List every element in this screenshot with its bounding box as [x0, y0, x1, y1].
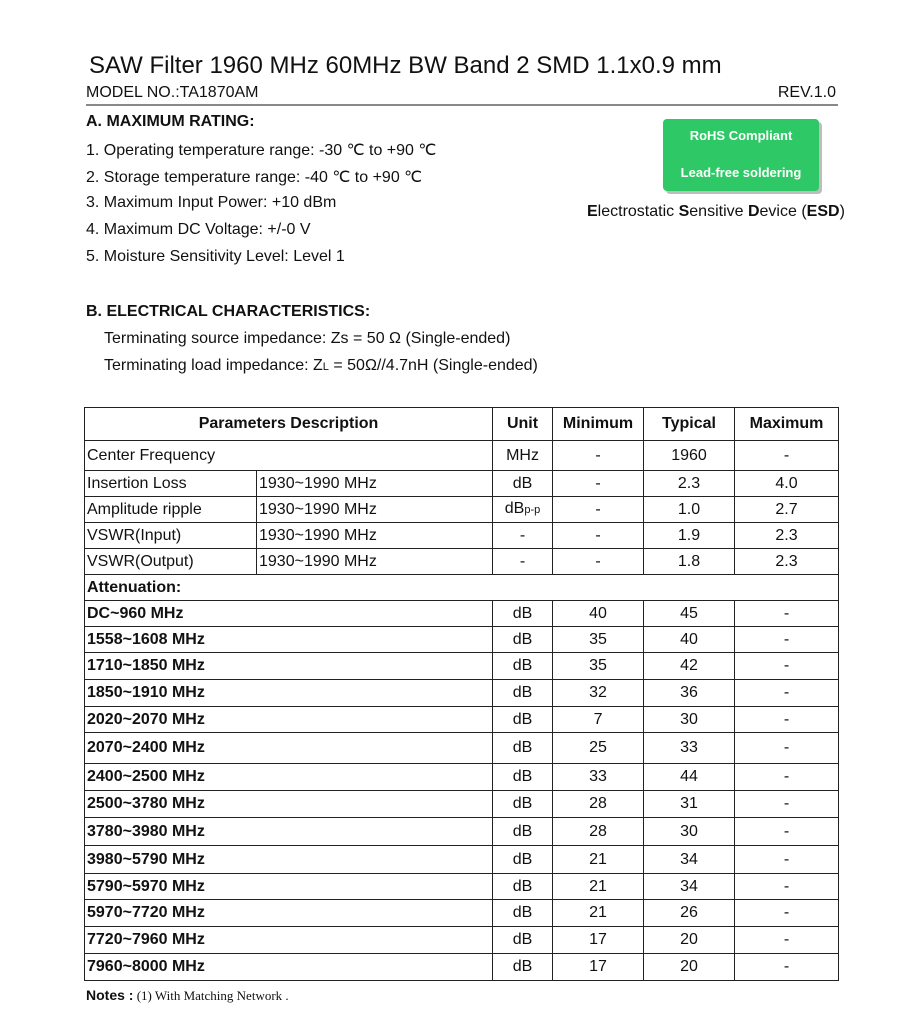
unit-cell: dB	[493, 954, 553, 981]
table-row	[85, 523, 839, 549]
col-header: Maximum	[735, 408, 839, 441]
badge-line-1: RoHS Compliant	[689, 128, 793, 143]
col-header: Typical	[644, 408, 735, 441]
unit-cell: dB	[493, 680, 553, 707]
min-cell: -	[553, 471, 644, 497]
esd-label: Electrostatic Sensitive Device (ESD)	[587, 203, 845, 220]
unit-cell: dB	[493, 601, 553, 627]
table-row	[85, 874, 839, 900]
range-cell: 1930~1990 MHz	[257, 471, 493, 497]
table-header-row	[85, 408, 839, 441]
min-cell: 35	[553, 627, 644, 653]
max-cell: 2.3	[735, 523, 839, 549]
range-cell: 1930~1990 MHz	[257, 523, 493, 549]
typ-cell: 36	[644, 680, 735, 707]
range-cell: 5970~7720 MHz	[85, 900, 493, 927]
col-header: Parameters Description	[85, 408, 493, 441]
table-row	[85, 549, 839, 575]
table-row	[85, 601, 839, 627]
min-cell: 40	[553, 601, 644, 627]
typ-cell: 20	[644, 954, 735, 981]
table-row	[85, 954, 839, 981]
min-cell: 33	[553, 764, 644, 791]
model-number: MODEL NO.:TA1870AM	[86, 84, 259, 101]
min-cell: 35	[553, 653, 644, 680]
range-cell: 2400~2500 MHz	[85, 764, 493, 791]
unit-cell: dB	[493, 733, 553, 764]
range-cell: 1850~1910 MHz	[85, 680, 493, 707]
min-cell: 28	[553, 791, 644, 818]
header-divider	[86, 104, 838, 106]
max-cell: -	[735, 927, 839, 954]
range-cell: 7720~7960 MHz	[85, 927, 493, 954]
table-row	[85, 441, 839, 471]
unit-cell: -	[493, 549, 553, 575]
min-cell: 21	[553, 874, 644, 900]
typ-cell: 44	[644, 764, 735, 791]
document-title: SAW Filter 1960 MHz 60MHz BW Band 2 SMD 1.1x0.9 mm	[89, 52, 722, 79]
max-cell: -	[735, 653, 839, 680]
typ-cell: 1.8	[644, 549, 735, 575]
min-cell: -	[553, 497, 644, 523]
typ-cell: 1.0	[644, 497, 735, 523]
unit-cell: dB	[493, 707, 553, 733]
range-cell: 2500~3780 MHz	[85, 791, 493, 818]
range-cell: 2020~2070 MHz	[85, 707, 493, 733]
range-cell: DC~960 MHz	[85, 601, 493, 627]
param-cell: Center Frequency	[85, 441, 493, 471]
section-a-heading: A. MAXIMUM RATING:	[86, 113, 255, 130]
min-cell: -	[553, 523, 644, 549]
max-cell: -	[735, 680, 839, 707]
min-cell: 17	[553, 927, 644, 954]
typ-cell: 45	[644, 601, 735, 627]
max-cell: 4.0	[735, 471, 839, 497]
min-cell: 21	[553, 900, 644, 927]
range-cell: 5790~5970 MHz	[85, 874, 493, 900]
range-cell: 1710~1850 MHz	[85, 653, 493, 680]
min-cell: 21	[553, 846, 644, 874]
typ-cell: 30	[644, 707, 735, 733]
max-cell: -	[735, 791, 839, 818]
typ-cell: 42	[644, 653, 735, 680]
min-cell: 17	[553, 954, 644, 981]
range-cell: 2070~2400 MHz	[85, 733, 493, 764]
spec-table	[84, 407, 839, 981]
table-row	[85, 497, 839, 523]
max-cell: -	[735, 627, 839, 653]
max-cell: -	[735, 707, 839, 733]
unit-cell: MHz	[493, 441, 553, 471]
range-cell: 1930~1990 MHz	[257, 497, 493, 523]
unit-cell: dB	[493, 627, 553, 653]
rating-item: 3. Maximum Input Power: +10 dBm	[86, 194, 337, 211]
max-cell: -	[735, 733, 839, 764]
table-row	[85, 707, 839, 733]
max-cell: -	[735, 846, 839, 874]
min-cell: -	[553, 441, 644, 471]
rohs-badge	[663, 119, 819, 191]
table-row	[85, 627, 839, 653]
param-cell: Amplitude ripple	[85, 497, 257, 523]
col-header: Minimum	[553, 408, 644, 441]
typ-cell: 20	[644, 927, 735, 954]
table-row	[85, 791, 839, 818]
typ-cell: 40	[644, 627, 735, 653]
attenuation-label: Attenuation:	[85, 575, 839, 601]
table-row	[85, 680, 839, 707]
rating-item: 4. Maximum DC Voltage: +/-0 V	[86, 221, 311, 238]
param-cell: VSWR(Input)	[85, 523, 257, 549]
range-cell: 3980~5790 MHz	[85, 846, 493, 874]
unit-cell: dB	[493, 791, 553, 818]
unit-cell: dB	[493, 874, 553, 900]
load-impedance: Terminating load impedance: ZL = 50Ω//4.7nH (Single-ended)	[104, 357, 538, 374]
attenuation-header-row	[85, 575, 839, 601]
typ-cell: 1960	[644, 441, 735, 471]
param-cell: VSWR(Output)	[85, 549, 257, 575]
max-cell: -	[735, 601, 839, 627]
unit-cell: dB	[493, 900, 553, 927]
table-row	[85, 846, 839, 874]
unit-cell: dB	[493, 818, 553, 846]
table-row	[85, 471, 839, 497]
unit-cell: dB	[493, 653, 553, 680]
min-cell: 25	[553, 733, 644, 764]
unit-cell: dBp-p	[493, 497, 553, 523]
max-cell: -	[735, 818, 839, 846]
unit-cell: dB	[493, 764, 553, 791]
range-cell: 7960~8000 MHz	[85, 954, 493, 981]
revision: REV.1.0	[777, 84, 836, 101]
rating-item: 1. Operating temperature range: -30 ℃ to +90 ℃	[86, 142, 437, 159]
typ-cell: 26	[644, 900, 735, 927]
min-cell: 7	[553, 707, 644, 733]
table-row	[85, 653, 839, 680]
rating-item: 2. Storage temperature range: -40 ℃ to +90 ℃	[86, 169, 423, 186]
unit-cell: dB	[493, 846, 553, 874]
typ-cell: 2.3	[644, 471, 735, 497]
notes: Notes : (1) With Matching Network .	[86, 987, 289, 1003]
table-row	[85, 764, 839, 791]
rating-item: 5. Moisture Sensitivity Level: Level 1	[86, 248, 345, 265]
typ-cell: 34	[644, 846, 735, 874]
range-cell: 3780~3980 MHz	[85, 818, 493, 846]
typ-cell: 34	[644, 874, 735, 900]
typ-cell: 1.9	[644, 523, 735, 549]
unit-cell: dB	[493, 471, 553, 497]
max-cell: -	[735, 764, 839, 791]
table-row	[85, 900, 839, 927]
range-cell: 1558~1608 MHz	[85, 627, 493, 653]
max-cell: -	[735, 900, 839, 927]
max-cell: 2.7	[735, 497, 839, 523]
min-cell: 32	[553, 680, 644, 707]
typ-cell: 33	[644, 733, 735, 764]
table-row	[85, 818, 839, 846]
range-cell: 1930~1990 MHz	[257, 549, 493, 575]
col-header: Unit	[493, 408, 553, 441]
unit-cell: -	[493, 523, 553, 549]
unit-cell: dB	[493, 927, 553, 954]
min-cell: 28	[553, 818, 644, 846]
max-cell: 2.3	[735, 549, 839, 575]
table-row	[85, 733, 839, 764]
max-cell: -	[735, 441, 839, 471]
table-row	[85, 927, 839, 954]
source-impedance: Terminating source impedance: Zs = 50 Ω (Single-ended)	[104, 330, 511, 347]
typ-cell: 31	[644, 791, 735, 818]
max-cell: -	[735, 954, 839, 981]
min-cell: -	[553, 549, 644, 575]
section-b-heading: B. ELECTRICAL CHARACTERISTICS:	[86, 303, 371, 320]
badge-line-2: Lead-free soldering	[680, 165, 802, 180]
typ-cell: 30	[644, 818, 735, 846]
param-cell: Insertion Loss	[85, 471, 257, 497]
max-cell: -	[735, 874, 839, 900]
